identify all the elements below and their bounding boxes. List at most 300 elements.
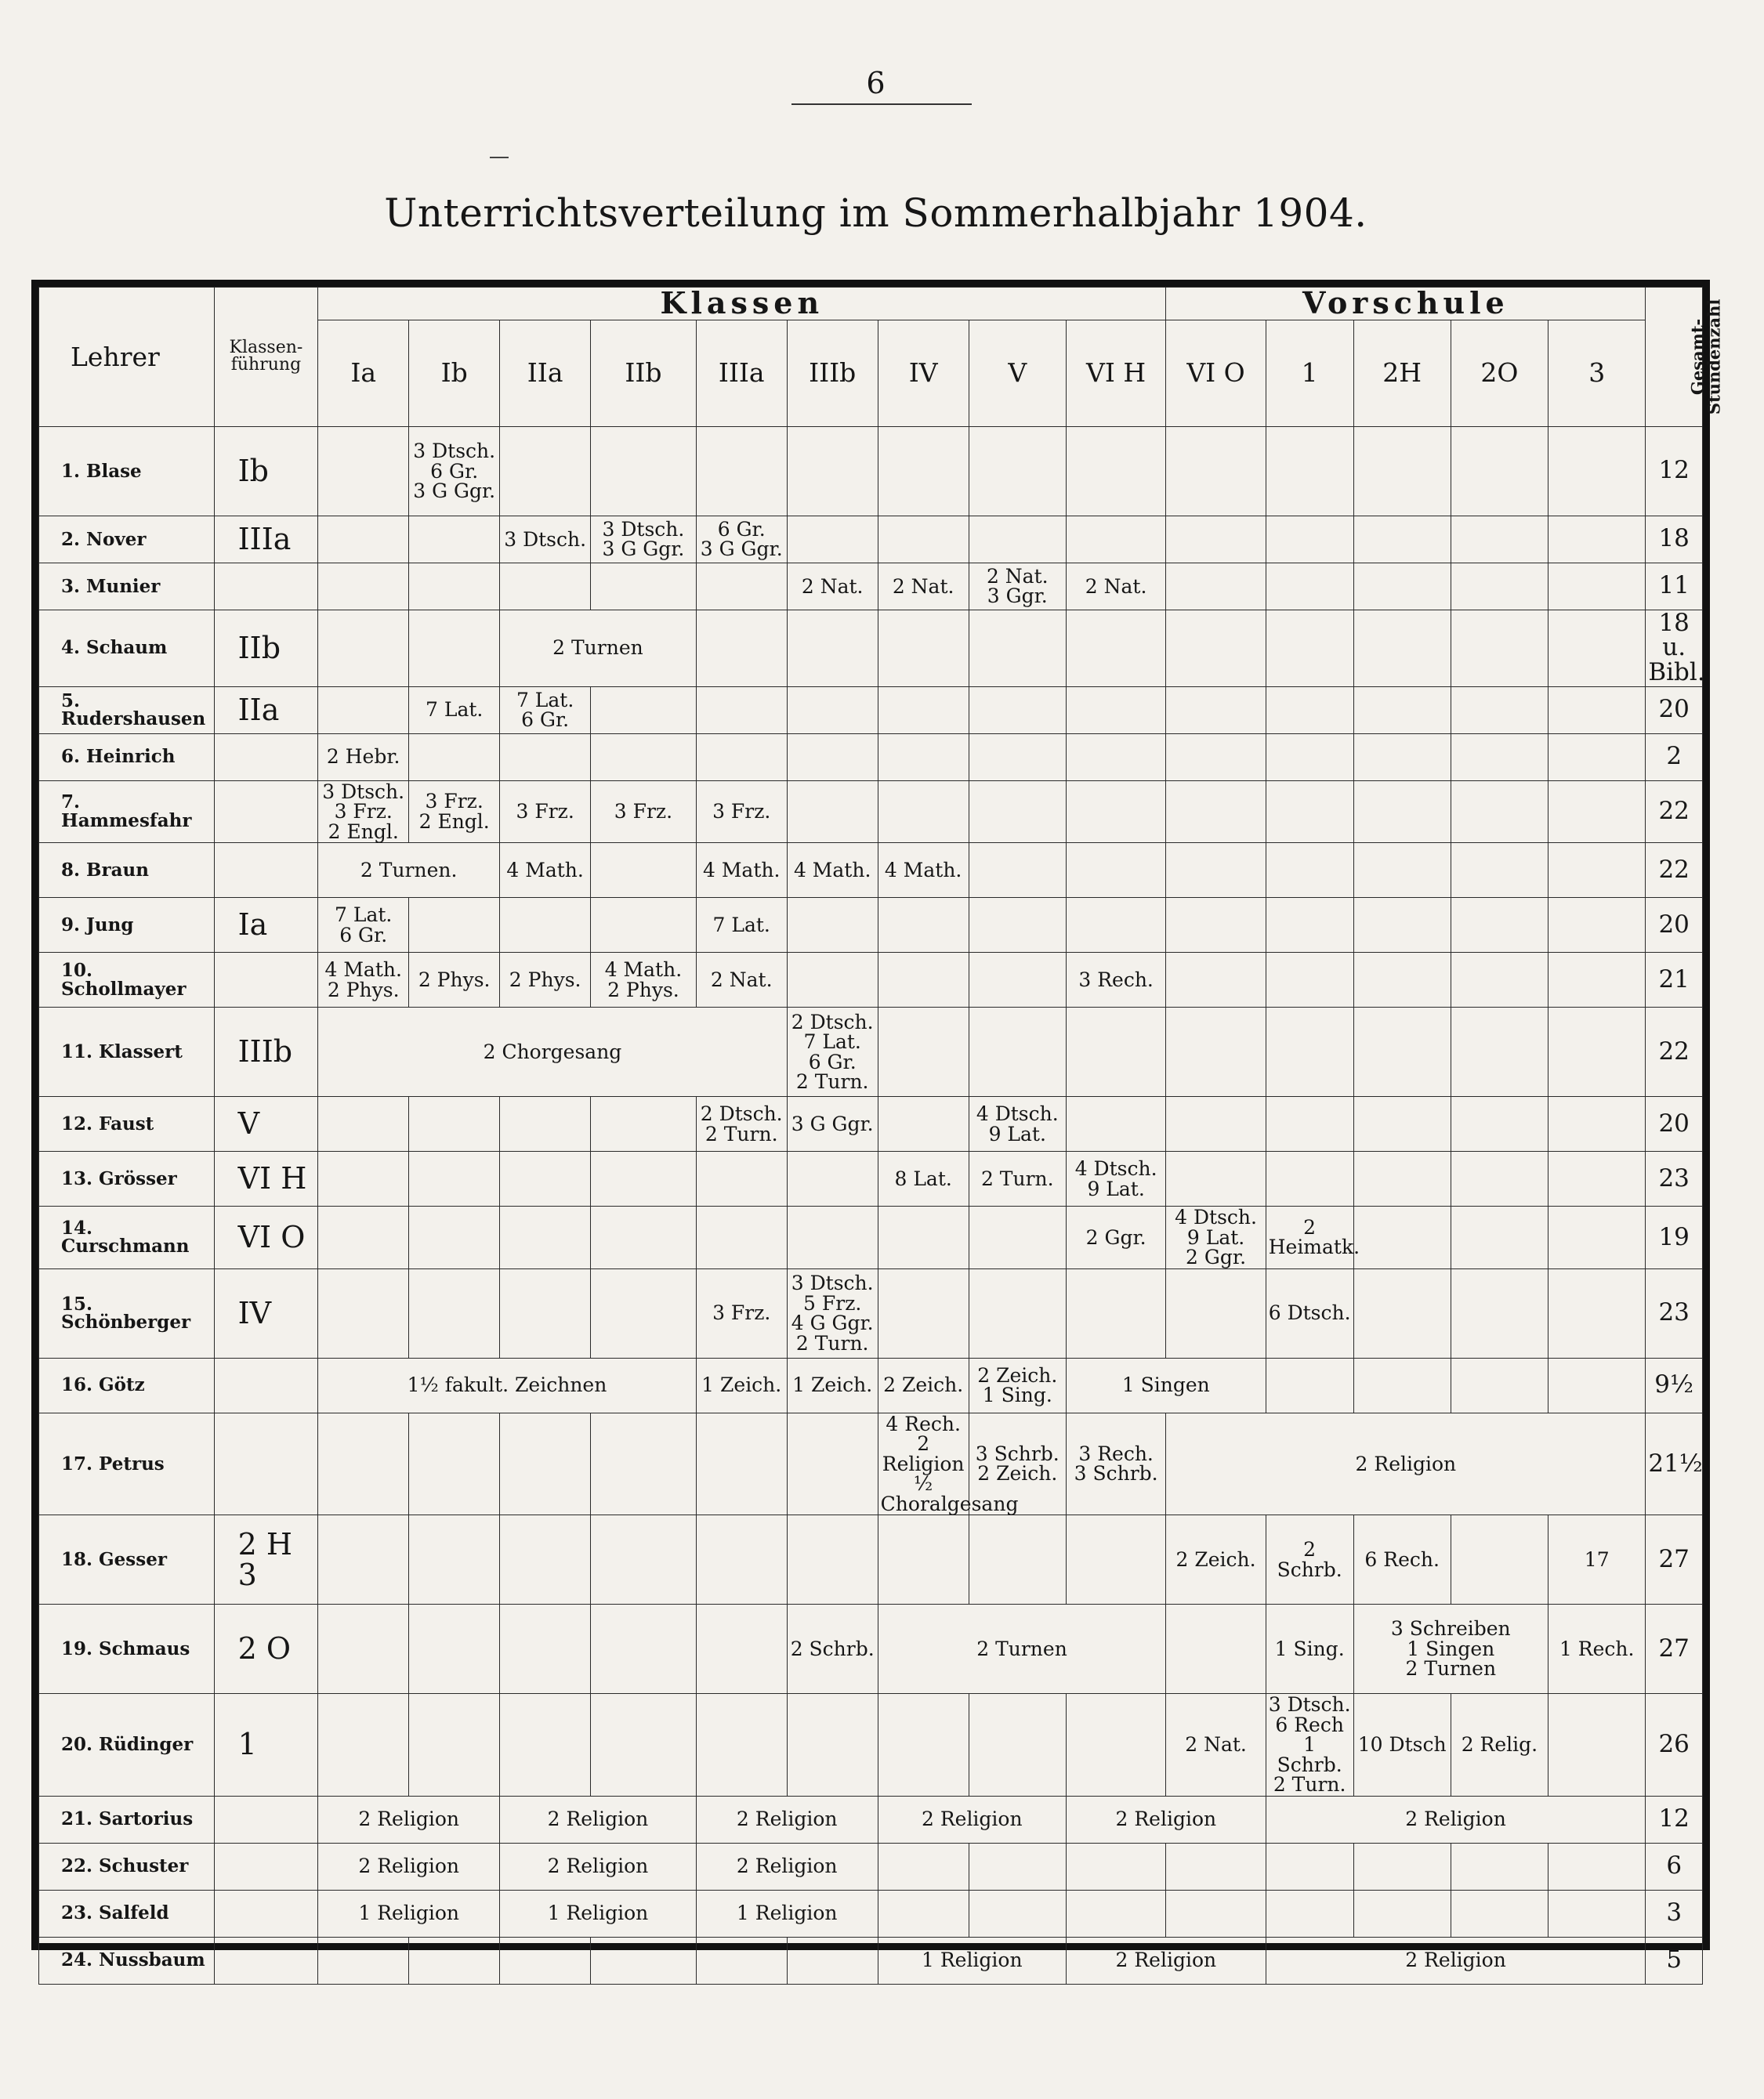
lesson-cell: [1451, 780, 1548, 843]
lesson-cell: [591, 1097, 697, 1152]
lesson-span-cell: 2 Religion: [1166, 1413, 1646, 1515]
lesson-cell: [409, 1605, 500, 1694]
lesson-cell: [1451, 1207, 1548, 1269]
lesson-cell: 2 Schrb.: [1266, 1515, 1353, 1605]
lesson-cell: [1166, 686, 1266, 733]
lesson-cell: 2 Hebr.: [318, 733, 409, 780]
class-leadership: [214, 733, 318, 780]
lesson-cell: 6 Dtsch.: [1266, 1268, 1353, 1358]
lesson-cell: [969, 610, 1066, 686]
class-leadership: 2 H 3: [214, 1515, 318, 1605]
lesson-cell: 2 Nat.: [1166, 1694, 1266, 1797]
total-hours: 18 u. Bibl.: [1646, 610, 1703, 686]
page-number-rule: [791, 103, 972, 105]
class-leadership: IIIb: [214, 1008, 318, 1097]
lesson-cell: [1166, 733, 1266, 780]
lesson-cell: [787, 1694, 878, 1797]
lesson-cell: [969, 1694, 1066, 1797]
lesson-cell: [1451, 898, 1548, 953]
lesson-cell: [1548, 1694, 1646, 1797]
lesson-cell: 8 Lat.: [878, 1152, 969, 1207]
lesson-span-cell: 2 Chorgesang: [318, 1008, 787, 1097]
header-class: 1: [1266, 320, 1353, 426]
lesson-cell: [1166, 1843, 1266, 1890]
lesson-cell: 2 Phys.: [409, 953, 500, 1008]
title-dash: [490, 157, 509, 158]
lesson-cell: [1266, 1843, 1353, 1890]
class-leadership: VI H: [214, 1152, 318, 1207]
class-leadership: Ib: [214, 426, 318, 516]
lesson-cell: [1353, 1152, 1451, 1207]
lesson-cell: [1548, 516, 1646, 563]
lesson-cell: [1066, 780, 1165, 843]
lesson-cell: 2 Nat. 3 Ggr.: [969, 563, 1066, 610]
class-leadership: IIIa: [214, 516, 318, 563]
lesson-cell: [878, 1515, 969, 1605]
header-class: VI O: [1166, 320, 1266, 426]
teacher-name: 7. Hammesfahr: [39, 780, 215, 843]
lesson-cell: [1266, 610, 1353, 686]
lesson-cell: [1451, 1358, 1548, 1413]
page-number: 6: [866, 66, 886, 100]
lesson-cell: [787, 686, 878, 733]
lesson-span-cell: 1 Religion: [318, 1890, 500, 1937]
total-hours: 20: [1646, 1097, 1703, 1152]
lesson-cell: [878, 610, 969, 686]
lesson-cell: [878, 1097, 969, 1152]
lesson-cell: [1451, 1515, 1548, 1605]
lesson-cell: [1266, 843, 1353, 898]
teacher-name: 4. Schaum: [39, 610, 215, 686]
header-class: 2H: [1353, 320, 1451, 426]
lesson-span-cell: 1½ fakult. Zeichnen: [318, 1358, 697, 1413]
teacher-name: 21. Sartorius: [39, 1796, 215, 1843]
lesson-cell: [591, 426, 697, 516]
lesson-cell: [1266, 953, 1353, 1008]
lesson-cell: [318, 1937, 409, 1984]
lesson-cell: [318, 1268, 409, 1358]
table-row: [39, 426, 1703, 516]
lesson-cell: [1548, 610, 1646, 686]
lesson-cell: [318, 1097, 409, 1152]
lesson-cell: [1066, 686, 1165, 733]
lesson-cell: [1266, 1890, 1353, 1937]
lesson-cell: 2 Dtsch. 2 Turn.: [696, 1097, 787, 1152]
lesson-cell: [878, 1843, 969, 1890]
lesson-span-cell: 1 Religion: [878, 1937, 1066, 1984]
teacher-name: 10. Schollmayer: [39, 953, 215, 1008]
lesson-cell: [409, 1937, 500, 1984]
lesson-cell: [500, 733, 591, 780]
header-class: VI H: [1066, 320, 1165, 426]
table-row: [39, 1008, 1703, 1097]
lesson-span-cell: 2 Turnen: [500, 610, 697, 686]
table-row: [39, 1515, 1703, 1605]
lesson-cell: 2 Relig.: [1451, 1694, 1548, 1797]
class-leadership: IV: [214, 1268, 318, 1358]
lesson-cell: 6 Rech.: [1353, 1515, 1451, 1605]
lesson-cell: [1166, 780, 1266, 843]
lesson-cell: 3 Dtsch. 5 Frz. 4 G Ggr. 2 Turn.: [787, 1268, 878, 1358]
total-hours: 19: [1646, 1207, 1703, 1269]
table-row: [39, 516, 1703, 563]
lesson-cell: [1548, 780, 1646, 843]
teacher-name: 15. Schönberger: [39, 1268, 215, 1358]
lesson-cell: [318, 1152, 409, 1207]
lesson-cell: 3 Rech. 3 Schrb.: [1066, 1413, 1165, 1515]
lesson-cell: 3 Frz.: [696, 780, 787, 843]
class-leadership: 2 O: [214, 1605, 318, 1694]
lesson-cell: [500, 1413, 591, 1515]
class-leadership: [214, 953, 318, 1008]
lesson-cell: [318, 1515, 409, 1605]
lesson-cell: [1548, 953, 1646, 1008]
teacher-name: 20. Rüdinger: [39, 1694, 215, 1797]
lesson-cell: [1066, 1890, 1165, 1937]
lesson-cell: [1066, 1008, 1165, 1097]
lesson-cell: 3 Dtsch. 3 Frz. 2 Engl.: [318, 780, 409, 843]
header-lehrer: Lehrer: [39, 288, 215, 427]
lesson-cell: [1548, 1097, 1646, 1152]
total-hours: 27: [1646, 1605, 1703, 1694]
total-hours: 26: [1646, 1694, 1703, 1797]
lesson-cell: [1548, 1207, 1646, 1269]
total-hours: 12: [1646, 426, 1703, 516]
lesson-cell: [318, 426, 409, 516]
total-hours: 6: [1646, 1843, 1703, 1890]
lesson-cell: 3 Schrb. 2 Zeich.: [969, 1413, 1066, 1515]
lesson-cell: [969, 1843, 1066, 1890]
lesson-cell: 17: [1548, 1515, 1646, 1605]
lesson-cell: [591, 1605, 697, 1694]
lesson-cell: [1353, 1008, 1451, 1097]
lesson-cell: 4 Math.: [787, 843, 878, 898]
lesson-cell: [696, 1937, 787, 1984]
lesson-cell: 2 Nat.: [787, 563, 878, 610]
lesson-cell: 2 Phys.: [500, 953, 591, 1008]
lesson-span-cell: 2 Religion: [318, 1843, 500, 1890]
teacher-name: 23. Salfeld: [39, 1890, 215, 1937]
lesson-cell: [1266, 1358, 1353, 1413]
lesson-cell: [787, 1413, 878, 1515]
lesson-cell: 2 Nat.: [878, 563, 969, 610]
lesson-cell: [1353, 843, 1451, 898]
lesson-cell: [500, 563, 591, 610]
lesson-cell: [1548, 563, 1646, 610]
lesson-cell: [1066, 1843, 1165, 1890]
lesson-cell: [409, 1097, 500, 1152]
total-hours: 23: [1646, 1268, 1703, 1358]
lesson-cell: [318, 1694, 409, 1797]
class-leadership: [214, 1413, 318, 1515]
lesson-cell: [696, 686, 787, 733]
class-leadership: [214, 780, 318, 843]
lesson-cell: [787, 610, 878, 686]
table-row: [39, 1207, 1703, 1269]
lesson-cell: [969, 426, 1066, 516]
lesson-cell: 4 Math.: [878, 843, 969, 898]
lesson-cell: 4 Math.: [500, 843, 591, 898]
lesson-cell: [500, 1097, 591, 1152]
lesson-cell: [878, 686, 969, 733]
teacher-name: 17. Petrus: [39, 1413, 215, 1515]
lesson-span-cell: 2 Religion: [1066, 1796, 1266, 1843]
lesson-cell: [787, 1207, 878, 1269]
lesson-cell: [1353, 1207, 1451, 1269]
lesson-cell: 4 Math. 2 Phys.: [318, 953, 409, 1008]
lesson-cell: [318, 610, 409, 686]
lesson-cell: [318, 1207, 409, 1269]
lesson-cell: [1266, 563, 1353, 610]
table-row: [39, 780, 1703, 843]
lesson-cell: [591, 1152, 697, 1207]
teacher-name: 14. Curschmann: [39, 1207, 215, 1269]
header-class: IV: [878, 320, 969, 426]
teacher-name: 19. Schmaus: [39, 1605, 215, 1694]
lesson-cell: [787, 1152, 878, 1207]
lesson-cell: 1 Sing.: [1266, 1605, 1353, 1694]
total-hours: 22: [1646, 1008, 1703, 1097]
lesson-cell: [1451, 1268, 1548, 1358]
lesson-cell: [1353, 1843, 1451, 1890]
lesson-cell: [878, 898, 969, 953]
lesson-cell: [1266, 733, 1353, 780]
class-leadership: [214, 1796, 318, 1843]
lesson-cell: [1266, 516, 1353, 563]
lesson-cell: [1548, 1358, 1646, 1413]
lesson-cell: [1266, 1097, 1353, 1152]
lesson-cell: [1451, 1152, 1548, 1207]
lesson-cell: 2 Ggr.: [1066, 1207, 1165, 1269]
lesson-cell: [787, 1515, 878, 1605]
lesson-cell: 1 Rech.: [1548, 1605, 1646, 1694]
lesson-span-cell: 2 Turnen: [878, 1605, 1166, 1694]
lesson-cell: [1066, 843, 1165, 898]
lesson-span-cell: 1 Singen: [1066, 1358, 1266, 1413]
teacher-name: 22. Schuster: [39, 1843, 215, 1890]
lesson-cell: [1548, 426, 1646, 516]
lesson-span-cell: 2 Religion: [318, 1796, 500, 1843]
lesson-cell: [1166, 1890, 1266, 1937]
table-row: [39, 1097, 1703, 1152]
lesson-span-cell: 2 Religion: [500, 1796, 697, 1843]
lesson-cell: [318, 686, 409, 733]
total-hours: 12: [1646, 1796, 1703, 1843]
lesson-cell: [1353, 686, 1451, 733]
header-total: Gesamt- Stundenzahl: [1646, 288, 1703, 427]
lesson-cell: [500, 1268, 591, 1358]
lesson-cell: [969, 733, 1066, 780]
table-row: [39, 686, 1703, 733]
lesson-cell: [969, 686, 1066, 733]
lesson-cell: [1548, 1008, 1646, 1097]
table-row: [39, 1694, 1703, 1797]
lesson-cell: [969, 516, 1066, 563]
header-vorschule: Vorschule: [1166, 288, 1646, 320]
lesson-cell: [1266, 426, 1353, 516]
lesson-cell: [1166, 1152, 1266, 1207]
lesson-span-cell: 1 Religion: [696, 1890, 878, 1937]
class-leadership: [214, 1843, 318, 1890]
lesson-cell: 2 Heimatk.: [1266, 1207, 1353, 1269]
lesson-cell: [1066, 1694, 1165, 1797]
lesson-cell: [878, 780, 969, 843]
lesson-cell: [1166, 1097, 1266, 1152]
lesson-cell: [1353, 953, 1451, 1008]
lesson-cell: 3 Frz.: [591, 780, 697, 843]
table-row: [39, 1268, 1703, 1358]
teacher-name: 5. Rudershausen: [39, 686, 215, 733]
lesson-cell: [696, 1413, 787, 1515]
lesson-cell: [878, 1268, 969, 1358]
lesson-cell: [878, 1207, 969, 1269]
teacher-name: 12. Faust: [39, 1097, 215, 1152]
header-class: IIIb: [787, 320, 878, 426]
header-class: IIb: [591, 320, 697, 426]
lesson-cell: [696, 1152, 787, 1207]
lesson-cell: 7 Lat.: [409, 686, 500, 733]
total-hours: 2: [1646, 733, 1703, 780]
lesson-cell: 3 Dtsch. 3 G Ggr.: [591, 516, 697, 563]
lesson-cell: [969, 1515, 1066, 1605]
lesson-cell: [696, 1605, 787, 1694]
lesson-cell: [500, 1605, 591, 1694]
lesson-cell: [969, 780, 1066, 843]
lesson-cell: [1066, 516, 1165, 563]
lesson-span-cell: 2 Religion: [500, 1843, 697, 1890]
lesson-cell: [591, 1268, 697, 1358]
lesson-cell: [409, 1207, 500, 1269]
lesson-cell: [878, 733, 969, 780]
total-hours: 20: [1646, 898, 1703, 953]
lesson-cell: 4 Math.: [696, 843, 787, 898]
total-hours: 18: [1646, 516, 1703, 563]
total-hours: 22: [1646, 843, 1703, 898]
lesson-cell: 4 Dtsch. 9 Lat. 2 Ggr.: [1166, 1207, 1266, 1269]
teacher-name: 11. Klassert: [39, 1008, 215, 1097]
lesson-cell: [878, 426, 969, 516]
lesson-cell: 4 Dtsch. 9 Lat.: [1066, 1152, 1165, 1207]
lesson-cell: [1548, 843, 1646, 898]
lesson-cell: 6 Gr. 3 G Ggr.: [696, 516, 787, 563]
lesson-cell: [1066, 426, 1165, 516]
lesson-cell: [409, 1268, 500, 1358]
lesson-cell: [787, 733, 878, 780]
lesson-cell: [696, 610, 787, 686]
total-hours: 20: [1646, 686, 1703, 733]
lesson-cell: 3 Dtsch. 6 Rech 1 Schrb. 2 Turn.: [1266, 1694, 1353, 1797]
lesson-cell: [969, 1268, 1066, 1358]
page-title: Unterrichtsverteilung im Sommerhalbjahr 1904.: [384, 190, 1367, 236]
lesson-cell: [696, 1694, 787, 1797]
lesson-cell: [878, 516, 969, 563]
table-row: [39, 1937, 1703, 1984]
lesson-cell: [318, 516, 409, 563]
lesson-cell: [1353, 1097, 1451, 1152]
lesson-cell: [409, 1515, 500, 1605]
lesson-cell: [1451, 843, 1548, 898]
lesson-cell: 2 Turn.: [969, 1152, 1066, 1207]
lesson-cell: [878, 953, 969, 1008]
lesson-cell: [591, 1515, 697, 1605]
lesson-cell: [1166, 843, 1266, 898]
table-row: [39, 1152, 1703, 1207]
lesson-cell: [1066, 733, 1165, 780]
lesson-cell: [500, 1515, 591, 1605]
teacher-name: 2. Nover: [39, 516, 215, 563]
lesson-cell: [1166, 953, 1266, 1008]
header-klassenfuehrung: Klassen- führung: [214, 288, 318, 427]
lesson-cell: [1353, 563, 1451, 610]
lesson-span-cell: 2 Religion: [1266, 1937, 1646, 1984]
total-hours: 23: [1646, 1152, 1703, 1207]
lesson-cell: [969, 953, 1066, 1008]
table-row: [39, 953, 1703, 1008]
lesson-cell: [1548, 1843, 1646, 1890]
total-hours: 9½: [1646, 1358, 1703, 1413]
lesson-cell: [1353, 610, 1451, 686]
header-class: IIIa: [696, 320, 787, 426]
lesson-cell: [500, 1694, 591, 1797]
lesson-cell: [409, 563, 500, 610]
total-hours: 11: [1646, 563, 1703, 610]
lesson-cell: [1548, 898, 1646, 953]
table-row: [39, 1358, 1703, 1413]
lesson-span-cell: 2 Religion: [1266, 1796, 1646, 1843]
lesson-cell: 1 Zeich.: [696, 1358, 787, 1413]
lesson-cell: [500, 426, 591, 516]
lesson-span-cell: 2 Religion: [696, 1796, 878, 1843]
lesson-cell: [1266, 686, 1353, 733]
lesson-cell: [591, 898, 697, 953]
lesson-cell: 3 G Ggr.: [787, 1097, 878, 1152]
lesson-cell: 3 Rech.: [1066, 953, 1165, 1008]
lesson-cell: [591, 1207, 697, 1269]
lesson-cell: [1266, 780, 1353, 843]
lesson-cell: [1451, 426, 1548, 516]
lesson-cell: [409, 733, 500, 780]
lesson-cell: [878, 1890, 969, 1937]
lesson-cell: [1066, 1097, 1165, 1152]
lesson-cell: [1066, 1515, 1165, 1605]
lesson-cell: 2 Dtsch. 7 Lat. 6 Gr. 2 Turn.: [787, 1008, 878, 1097]
lesson-cell: [1353, 780, 1451, 843]
lesson-span-cell: 3 Schreiben 1 Singen 2 Turnen: [1353, 1605, 1548, 1694]
lesson-cell: [1548, 733, 1646, 780]
class-leadership: [214, 1937, 318, 1984]
lesson-cell: 2 Nat.: [696, 953, 787, 1008]
lesson-cell: [1166, 898, 1266, 953]
lesson-cell: [1451, 516, 1548, 563]
lesson-cell: [1353, 426, 1451, 516]
lesson-cell: [318, 1413, 409, 1515]
lesson-span-cell: 1 Religion: [500, 1890, 697, 1937]
lesson-span-cell: 2 Religion: [696, 1843, 878, 1890]
lesson-cell: 4 Dtsch. 9 Lat.: [969, 1097, 1066, 1152]
class-leadership: [214, 1890, 318, 1937]
lesson-span-cell: 2 Turnen.: [318, 843, 500, 898]
teacher-name: 1. Blase: [39, 426, 215, 516]
lesson-cell: [787, 426, 878, 516]
lesson-cell: [318, 1605, 409, 1694]
total-hours: 22: [1646, 780, 1703, 843]
class-leadership: IIa: [214, 686, 318, 733]
lesson-cell: [1548, 1890, 1646, 1937]
lesson-cell: 3 Frz. 2 Engl.: [409, 780, 500, 843]
lesson-cell: [1353, 1268, 1451, 1358]
teacher-name: 3. Munier: [39, 563, 215, 610]
total-hours: 21½: [1646, 1413, 1703, 1515]
